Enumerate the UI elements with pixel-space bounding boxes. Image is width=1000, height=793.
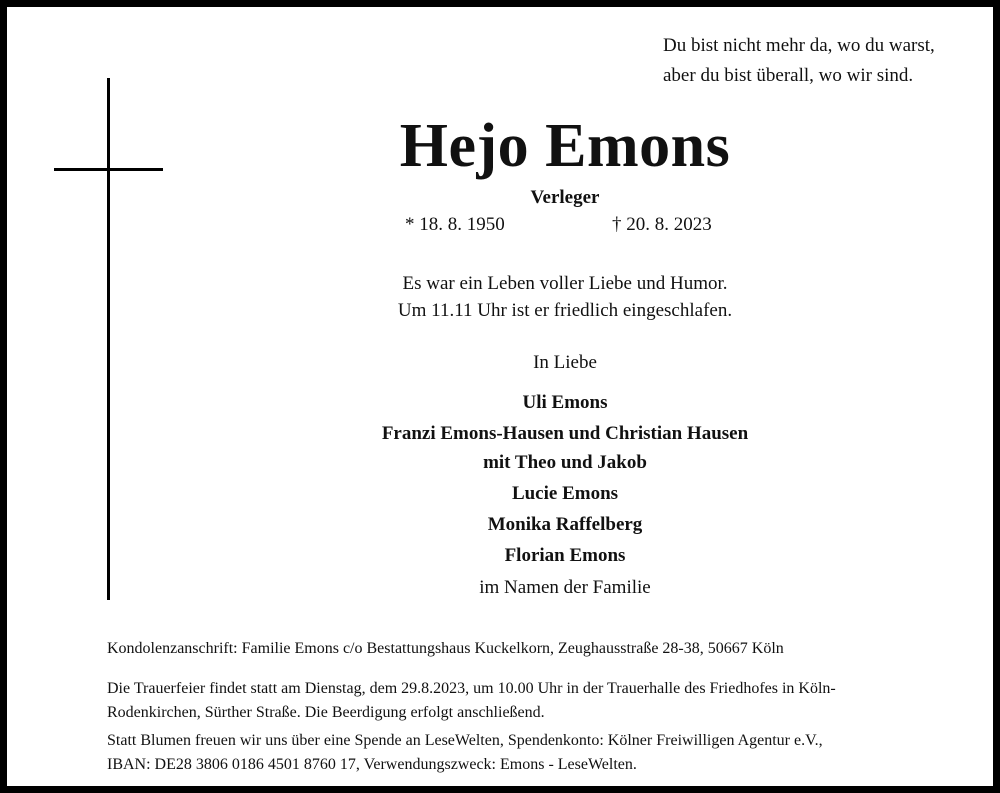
motto-line-1: Es war ein Leben voller Liebe und Humor. [402,273,728,294]
quote-line-2: aber du bist überall, wo wir sind. [663,65,914,86]
donation-info-line-1: Statt Blumen freuen wir uns über eine Spende an LeseWelten, Spendenkonto: Kölner Freiwilligen Agentur e.V., [107,732,823,749]
condolence-address: Kondolenzanschrift: Familie Emons c/o Bestattungshaus Kuckelkorn, Zeughausstraße 28-38, 50667 Köln [107,640,784,657]
funeral-info-line-2: Rodenkirchen, Sürther Straße. Die Beerdigung erfolgt anschließend. [107,704,545,721]
motto-line-2: Um 11.11 Uhr ist er friedlich eingeschlafen. [397,300,733,321]
cross-horizontal-bar [54,168,163,171]
death-date: † 20. 8. 2023 [612,214,712,235]
mourner-name: Monika Raffelberg [487,514,643,535]
donation-info-line-2: IBAN: DE28 3806 0186 4501 8760 17, Verwendungszweck: Emons - LeseWelten. [107,756,637,773]
funeral-info-line-1: Die Trauerfeier findet statt am Dienstag, dem 29.8.2023, um 10.00 Uhr in der Trauerhalle des Friedhofes in Köln- [107,680,836,697]
mourner-name: Franzi Emons-Hausen und Christian Hausen [381,423,749,444]
quote-line-1: Du bist nicht mehr da, wo du warst, [663,35,935,56]
birth-date: * 18. 8. 1950 [405,214,505,235]
deceased-name: Hejo Emons [399,112,731,180]
funeral-info [107,677,967,725]
mourner-name: Lucie Emons [511,483,619,504]
mourners-list [290,388,840,570]
life-motto [290,270,840,324]
mourner-name: Florian Emons [504,545,626,566]
epigraph-quote [663,31,983,91]
mourners-intro: In Liebe [533,352,597,373]
deceased-profession: Verleger [530,187,600,208]
mourner-name: mit Theo und Jakob [483,452,647,473]
mourner-name: Uli Emons [522,392,608,413]
cross-vertical-bar [107,78,110,600]
donation-info [107,729,967,777]
mourners-closing: im Namen der Familie [479,577,651,598]
